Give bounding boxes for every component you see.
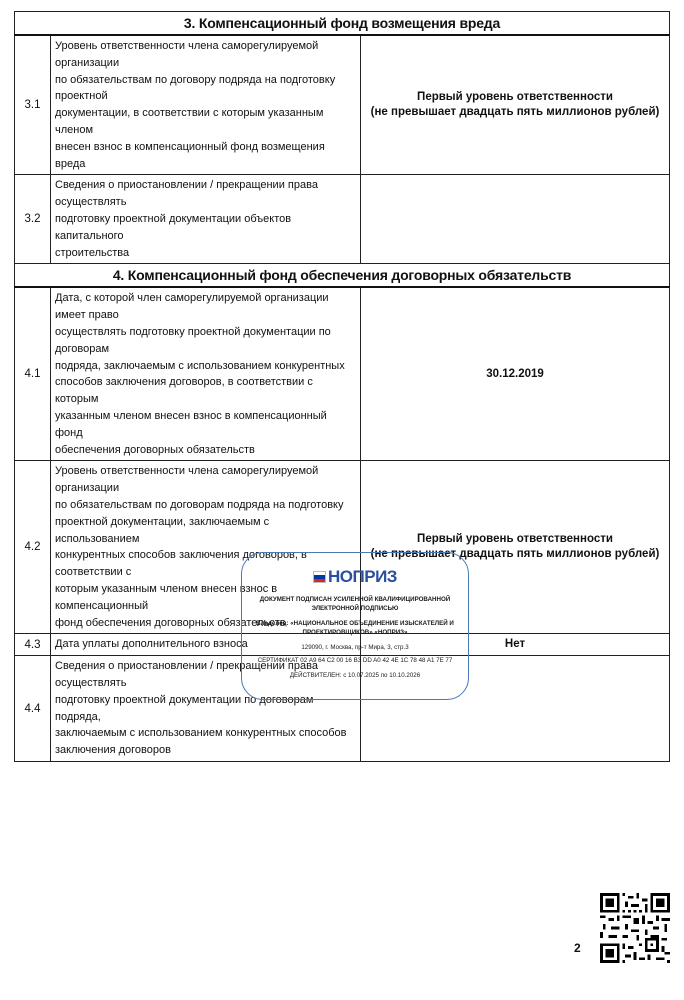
desc-line: по обязательствам по договорам подряда на подготовку <box>55 498 344 511</box>
stamp-owner-line: Владелец: «НАЦИОНАЛЬНОЕ ОБЪЕДИНЕНИЕ ИЗЫСКАТЕЛЕЙ И <box>256 620 454 627</box>
logo-text: НОПРИЗ <box>328 567 397 586</box>
desc-line: способов заключения договоров, в соответствии с которым <box>55 376 313 406</box>
desc-line: фонд обеспечения договорных обязательств <box>55 616 286 629</box>
row-number: 4.2 <box>15 461 51 634</box>
desc-line: Уровень ответственности члена саморегулируемой организации <box>55 465 319 495</box>
section-3-header <box>15 12 670 36</box>
row-number: 3.1 <box>15 35 51 175</box>
russian-flag-icon <box>313 571 326 583</box>
desc-line: Дата уплаты дополнительного взноса <box>55 638 248 651</box>
value-line: Нет <box>504 638 526 651</box>
row-number: 4.4 <box>15 656 51 762</box>
row-description <box>51 35 361 175</box>
qr-code-icon <box>600 893 670 963</box>
desc-line: обеспечения договорных обязательств <box>55 443 255 456</box>
desc-line: подготовку проектной документации объектов капитального <box>55 212 292 242</box>
desc-line: подряда, заключаемым с использованием конкурентных <box>55 359 345 372</box>
stamp-heading-line: ДОКУМЕНТ ПОДПИСАН УСИЛЕННОЙ КВАЛИФИЦИРОВАННОЙ <box>259 596 451 603</box>
nopriz-logo <box>242 567 468 587</box>
stamp-validity: ДЕЙСТВИТЕЛЕН: с 10.07.2025 по 10.10.2026 <box>289 672 421 679</box>
desc-line: внесен взнос в компенсационный фонд возмещения вреда <box>55 140 325 170</box>
stamp-address: 129090, г. Москва, пр-т Мира, 3, стр.3 <box>301 644 409 651</box>
stamp-owner-line: ПРОЕКТИРОВЩИКОВ» «НОПРИЗ» <box>302 629 408 636</box>
row-description <box>51 175 361 264</box>
value-line: 30.12.2019 <box>486 367 544 380</box>
desc-line: документации, в соответствии с которым указанным членом <box>55 107 324 136</box>
row-number: 4.1 <box>15 287 51 460</box>
table-row <box>15 175 670 264</box>
desc-line: конкурентных способов заключения договоров, в соответствии с <box>55 549 307 579</box>
desc-line: подготовку проектной документации по договорам подряда, <box>55 693 314 723</box>
stamp-certificate: СЕРТИФИКАТ 02 A9 64 C2 00 16 B3 DD A0 42 4E 1C 78 48 A1 7E 77 <box>257 657 453 664</box>
desc-line: которым указанным членом внесен взнос в компенсационный <box>55 582 278 612</box>
desc-line: осуществлять подготовку проектной документации по договорам <box>55 325 331 355</box>
table-row <box>15 287 670 460</box>
row-number: 3.2 <box>15 175 51 264</box>
desc-line: указанным членом внесен взнос в компенсационный фонд <box>55 409 327 439</box>
value-line: (не превышает двадцать пять миллионов рублей) <box>370 106 660 119</box>
desc-line: по обязательствам по договору подряда на подготовку проектной <box>55 73 336 103</box>
desc-line: Дата, с которой член саморегулируемой организации имеет право <box>55 292 329 322</box>
electronic-signature-stamp <box>241 552 469 700</box>
desc-line: проектной документации, заключаемым с использованием <box>55 515 270 545</box>
section-4-title: 4. Компенсационный фонд обеспечения договорных обязательств <box>15 264 670 288</box>
desc-line: строительства <box>55 246 130 259</box>
stamp-heading-line: ЭЛЕКТРОННОЙ ПОДПИСЬЮ <box>311 605 399 612</box>
desc-line: заключаемым с использованием конкурентных способов <box>55 727 347 740</box>
desc-line: Сведения о приостановлении / прекращении права осуществлять <box>55 660 318 690</box>
value-line: Первый уровень ответственности <box>417 91 613 104</box>
section-4-header <box>15 264 670 288</box>
table-row <box>15 35 670 175</box>
page-number: 2 <box>574 941 581 955</box>
row-value <box>361 175 670 264</box>
section-3-title: 3. Компенсационный фонд возмещения вреда <box>15 12 670 36</box>
value-line: (не превышает двадцать пять миллионов рублей) <box>370 548 660 561</box>
desc-line: Сведения о приостановлении / прекращении права осуществлять <box>55 179 318 209</box>
row-description <box>51 287 361 460</box>
desc-line: заключения договоров <box>55 744 171 757</box>
row-value <box>361 35 670 175</box>
row-value <box>361 287 670 460</box>
value-line: Первый уровень ответственности <box>417 533 613 546</box>
row-number: 4.3 <box>15 634 51 656</box>
desc-line: Уровень ответственности члена саморегулируемой организации <box>55 40 319 69</box>
